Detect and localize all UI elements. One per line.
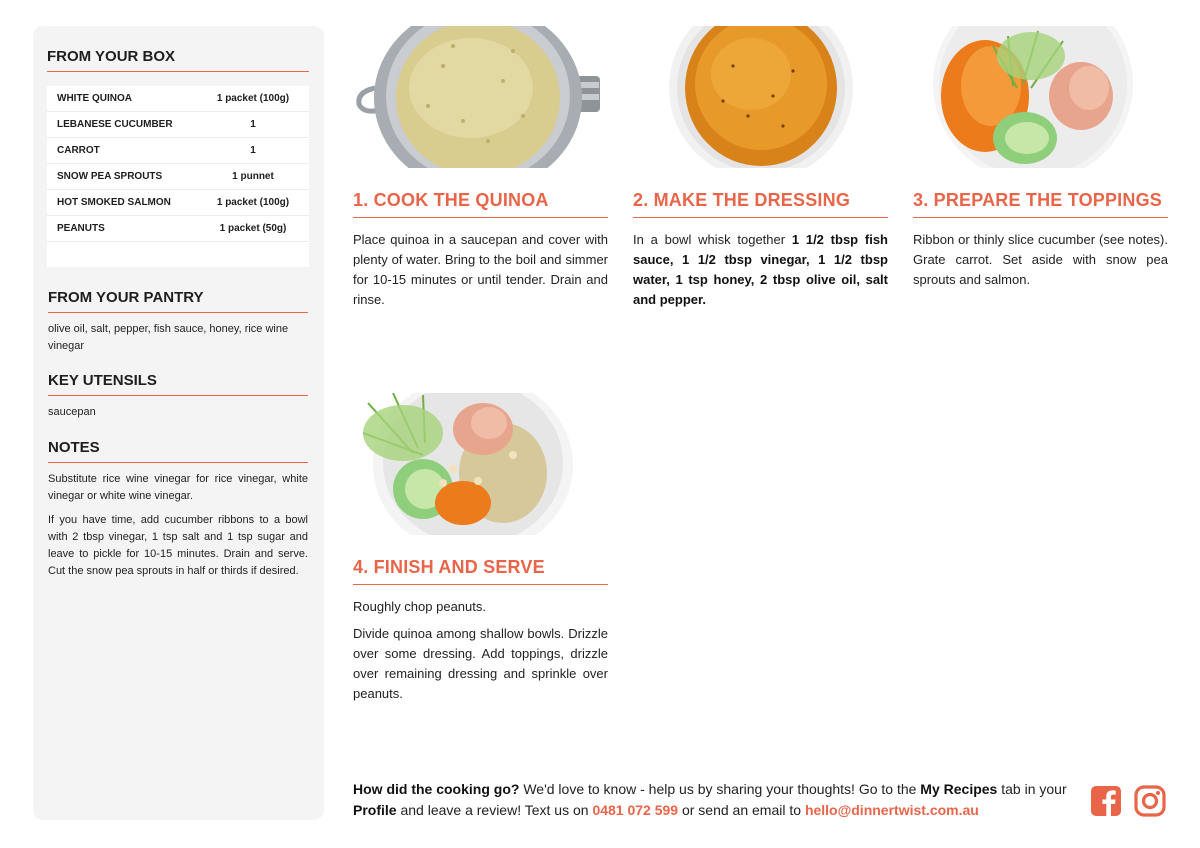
step-1-title: 1. COOK THE QUINOA bbox=[353, 190, 608, 218]
step-1-text: Place quinoa in a saucepan and cover with plenty of water. Bring to the boil and simmer for 10-15 minutes or until tender. Drain and rinse. bbox=[353, 232, 608, 307]
pantry-section bbox=[48, 289, 308, 355]
ingredient-name: SNOW PEA SPROUTS bbox=[57, 171, 163, 182]
ingredient-name: HOT SMOKED SALMON bbox=[57, 197, 171, 208]
notes-heading: NOTES bbox=[48, 439, 308, 463]
step-3-text: Ribbon or thinly slice cucumber (see notes). Grate carrot. Set aside with snow pea sprouts and salmon. bbox=[913, 232, 1168, 287]
table-row bbox=[47, 138, 309, 164]
ingredient-qty: 1 packet (50g) bbox=[219, 223, 287, 234]
ingredient-name: CARROT bbox=[57, 145, 100, 156]
footer-text: or send an email to bbox=[678, 802, 805, 818]
note-1: Substitute rice wine vinegar for rice vinegar, white vinegar or white wine vinegar. bbox=[48, 473, 308, 502]
step-2-text-ingredients: 1 1/2 tbsp fish sauce, 1 1/2 tbsp vinegar, 1 1/2 tbsp water, 1 tsp honey, 2 tbsp olive oil, salt and pepper. bbox=[633, 232, 888, 307]
step-4-body bbox=[353, 597, 608, 704]
table-row bbox=[47, 112, 309, 138]
step-4 bbox=[353, 393, 608, 704]
from-your-box-heading: FROM YOUR BOX bbox=[47, 48, 309, 72]
ingredient-qty: 1 punnet bbox=[232, 171, 274, 182]
table-row bbox=[47, 86, 309, 112]
step-3-title: 3. PREPARE THE TOPPINGS bbox=[913, 190, 1168, 218]
step-2-title: 2. MAKE THE DRESSING bbox=[633, 190, 888, 218]
ingredient-name: PEANUTS bbox=[57, 223, 105, 234]
footer-text: We'd love to know - help us by sharing your thoughts! Go to the bbox=[519, 781, 921, 797]
utensils-text: saucepan bbox=[48, 406, 96, 418]
ingredient-qty: 1 bbox=[250, 119, 256, 130]
step-2-body bbox=[633, 230, 888, 310]
ingredient-qty: 1 bbox=[250, 145, 256, 156]
ingredient-name: WHITE QUINOA bbox=[57, 93, 132, 104]
finished-bowl-photo bbox=[353, 393, 608, 535]
profile-link[interactable]: Profile bbox=[353, 802, 397, 818]
note-2: If you have time, add cucumber ribbons to a bowl with 2 tbsp vinegar, 1 tsp salt and 1 tsp sugar and leave to pickle for 10-15 minutes. Drain and serve. Cut the snow pea sprouts in half or thirds if desired. bbox=[48, 514, 308, 577]
step-2 bbox=[633, 26, 888, 310]
phone-link[interactable]: 0481 072 599 bbox=[592, 802, 679, 818]
ingredient-qty: 1 packet (100g) bbox=[216, 197, 290, 208]
step-1-body bbox=[353, 230, 608, 310]
utensils-section bbox=[48, 372, 308, 421]
facebook-icon[interactable] bbox=[1090, 785, 1122, 817]
feedback-footer bbox=[353, 779, 1073, 821]
quinoa-saucepan-photo bbox=[353, 26, 608, 168]
email-link[interactable]: hello@dinnertwist.com.au bbox=[804, 802, 979, 818]
notes-section bbox=[48, 439, 308, 580]
table-row bbox=[47, 164, 309, 190]
instagram-icon[interactable] bbox=[1134, 785, 1166, 817]
table-row bbox=[47, 190, 309, 216]
step-4-text-2: Divide quinoa among shallow bowls. Drizzle over some dressing. Add toppings, drizzle over remaining dressing and sprinkle over peanuts. bbox=[353, 626, 608, 701]
footer-text: and leave a review! Text us on bbox=[396, 802, 593, 818]
step-4-title: 4. FINISH AND SERVE bbox=[353, 557, 608, 585]
step-4-text-1: Roughly chop peanuts. bbox=[353, 599, 486, 614]
step-2-text bbox=[633, 230, 888, 310]
dressing-bowl-photo bbox=[633, 26, 888, 168]
step-2-text-intro: In a bowl whisk together bbox=[633, 232, 792, 247]
feedback-question: How did the cooking go? bbox=[353, 781, 520, 797]
ingredient-qty: 1 packet (100g) bbox=[216, 93, 290, 104]
ingredient-name: LEBANESE CUCUMBER bbox=[57, 119, 173, 130]
from-your-pantry-heading: FROM YOUR PANTRY bbox=[48, 289, 308, 313]
box-ingredients-table bbox=[47, 86, 309, 267]
footer-text: tab in your bbox=[997, 781, 1067, 797]
ingredients-sidebar bbox=[33, 26, 324, 820]
table-row bbox=[47, 216, 309, 242]
step-3-body bbox=[913, 230, 1168, 290]
my-recipes-link[interactable]: My Recipes bbox=[920, 781, 998, 797]
step-1 bbox=[353, 26, 608, 310]
pantry-text: olive oil, salt, pepper, fish sauce, honey, rice wine vinegar bbox=[48, 323, 289, 352]
toppings-plate-photo bbox=[913, 26, 1168, 168]
key-utensils-heading: KEY UTENSILS bbox=[48, 372, 308, 396]
step-3 bbox=[913, 26, 1168, 290]
